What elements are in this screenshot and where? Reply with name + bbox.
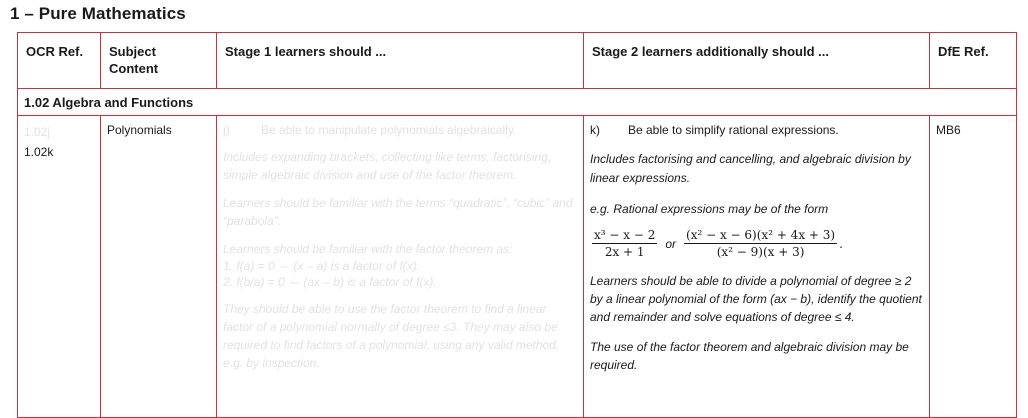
group-heading-row (18, 89, 1017, 116)
ocr-ref-cell (18, 116, 101, 418)
stage1-cell (217, 116, 584, 418)
header-stage2: Stage 2 learners additionally should ... (584, 33, 930, 89)
fraction-1-denominator: 2x + 1 (604, 245, 645, 259)
or-word: or (665, 236, 677, 251)
stage1-factor-line-2: 2. f(b/a) = 0 ⇔ (ax – b) is a factor of f(x). (223, 275, 437, 289)
header-row (18, 33, 1017, 89)
stage1-letter: j) (223, 123, 230, 137)
specification-table (17, 32, 1017, 418)
fraction-2-denominator: (x² − 9)(x + 3) (716, 245, 805, 259)
group-heading: 1.02 Algebra and Functions (24, 95, 194, 110)
dfe-ref-value: MB6 (936, 123, 961, 137)
stage2-para-4: The use of the factor theorem and algebraic division may be required. (590, 340, 909, 372)
fraction-2 (684, 227, 837, 260)
subject-text: Polynomials (107, 123, 172, 137)
rational-expression-examples (590, 227, 923, 260)
dfe-ref-cell (930, 116, 1017, 418)
stage1-factor-line-1: 1. f(a) = 0 ⇔ (x – a) is a factor of f(x). (223, 259, 421, 273)
fraction-2-numerator: (x² − x − 6)(x² + 4x + 3) (686, 228, 836, 242)
fraction-1-numerator: x³ − x − 2 (594, 228, 656, 242)
stage2-letter: k) (590, 123, 600, 137)
stage1-statement: Be able to manipulate polynomials algebraically. (261, 123, 517, 137)
stage2-statement: Be able to simplify rational expressions. (628, 123, 839, 137)
stage2-para-3: Learners should be able to divide a polynomial of degree ≥ 2 by a linear polynomial of the form (ax − b), identify the quotient and remainder and solve equations of degree ≤ 4. (590, 274, 922, 324)
stage1-para-3: Learners should be familiar with the factor theorem as: (223, 242, 513, 256)
stage1-para-4: They should be able to use the factor theorem to find a linear factor of a polynomial normally of degree ≤3. They may also be required to find factors of a polynomial, using any valid method, e.g. by inspection. (223, 302, 560, 370)
header-subject-content: Subject Content (101, 33, 217, 89)
ref-1-02k: 1.02k (24, 145, 54, 159)
subject-cell (101, 116, 217, 418)
header-ocr-ref: OCR Ref. (18, 33, 101, 89)
header-dfe-ref: DfE Ref. (930, 33, 1017, 89)
stage2-para-2: e.g. Rational expressions may be of the form (590, 202, 829, 216)
stage1-para-1: Includes expanding brackets, collecting like terms, factorising, simple algebraic division and use of the factor theorem. (223, 150, 552, 182)
ref-1-02j: 1.02j (24, 125, 51, 139)
section-title: 1 – Pure Mathematics (10, 4, 186, 23)
stage1-para-2: Learners should be familiar with the terms “quadratic”, “cubic” and “parabola”. (223, 196, 573, 228)
fraction-end-period: . (839, 236, 843, 251)
stage2-para-1: Includes factorising and cancelling, and algebraic division by linear expressions. (590, 152, 911, 185)
fraction-1 (592, 227, 657, 260)
header-stage1: Stage 1 learners should ... (217, 33, 584, 89)
table-row (18, 116, 1017, 418)
stage2-cell (584, 116, 930, 418)
